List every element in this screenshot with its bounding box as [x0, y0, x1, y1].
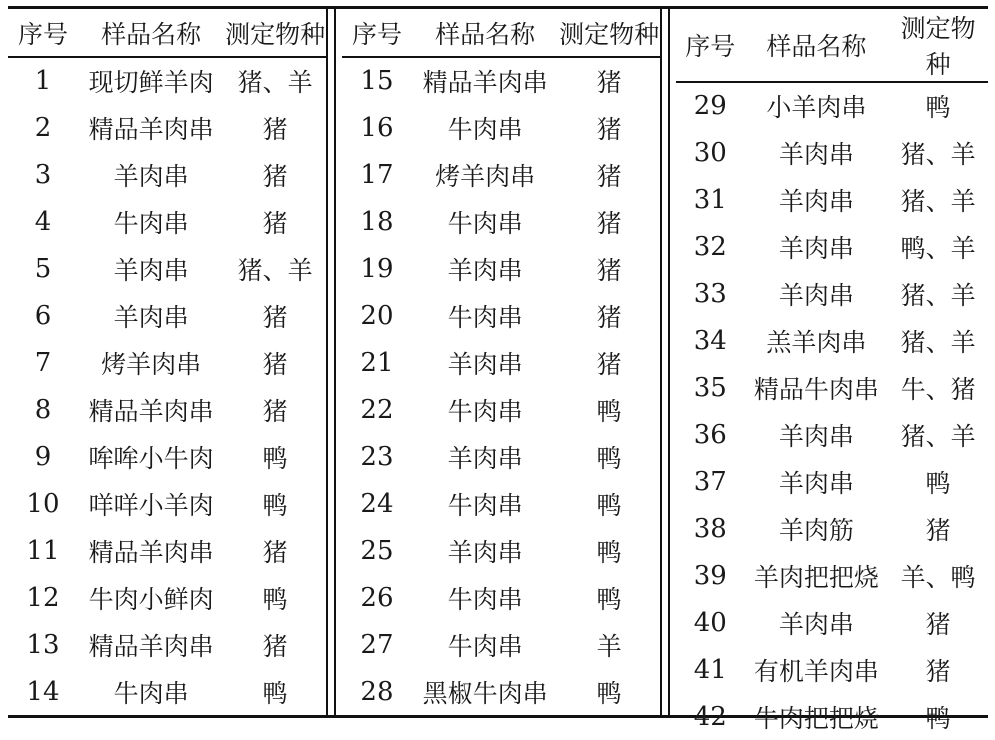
header-species: 测定物种	[224, 9, 326, 57]
row-index: 8	[34, 394, 52, 425]
table-row	[676, 693, 988, 740]
row-sample-name: 羊肉串	[778, 421, 854, 451]
table-row	[676, 646, 988, 693]
row-sample-name: 羊肉筋	[778, 515, 854, 545]
row-species: 猪	[262, 537, 288, 567]
table-row	[8, 386, 326, 433]
row-species: 猪、羊	[900, 421, 976, 451]
header-index: 序号	[676, 9, 745, 82]
row-index: 12	[26, 582, 60, 613]
row-species: 猪	[925, 609, 951, 639]
row-sample-name: 牛肉串	[447, 584, 523, 614]
table-row	[8, 527, 326, 574]
row-species: 鸭	[262, 678, 288, 708]
table-row	[8, 57, 326, 104]
header-name: 样品名称	[412, 9, 558, 57]
row-species: 猪	[262, 349, 288, 379]
row-species: 鸭	[262, 490, 288, 520]
table-row	[8, 433, 326, 480]
row-sample-name: 羊肉串	[778, 186, 854, 216]
row-species: 猪	[262, 302, 288, 332]
row-sample-name: 羊肉串	[778, 609, 854, 639]
row-species: 鸭	[596, 537, 622, 567]
row-index: 11	[26, 535, 60, 566]
row-species: 猪、羊	[237, 68, 313, 97]
table-panel-1	[8, 9, 326, 715]
row-sample-name: 精品羊肉串	[88, 396, 214, 426]
table-row	[342, 339, 660, 386]
table-body	[676, 82, 988, 740]
sample-table	[8, 6, 988, 733]
row-sample-name: 牛肉串	[447, 396, 523, 426]
table-body	[8, 57, 326, 715]
row-index: 1	[34, 66, 52, 96]
row-sample-name: 牛肉串	[113, 208, 189, 238]
row-index: 42	[693, 701, 727, 732]
table-row	[342, 574, 660, 621]
row-index: 2	[34, 112, 52, 143]
row-species: 猪	[262, 114, 288, 144]
row-sample-name: 精品羊肉串	[422, 68, 548, 97]
row-species: 鸭、羊	[900, 233, 976, 263]
table-row	[676, 82, 988, 129]
table-row	[8, 104, 326, 151]
row-species: 鸭	[596, 678, 622, 708]
row-index: 7	[34, 347, 52, 378]
row-sample-name: 精品羊肉串	[88, 114, 214, 144]
row-index: 18	[360, 206, 394, 237]
table-row	[8, 574, 326, 621]
header-index: 序号	[342, 9, 412, 57]
row-index: 23	[360, 441, 394, 472]
row-index: 32	[693, 231, 727, 262]
row-species: 猪、羊	[237, 255, 313, 285]
table-row	[8, 292, 326, 339]
row-sample-name: 牛肉串	[447, 114, 523, 144]
table-row	[342, 386, 660, 433]
header-name: 样品名称	[745, 9, 889, 82]
table-row	[676, 458, 988, 505]
table-row	[342, 433, 660, 480]
row-species: 鸭	[262, 443, 288, 473]
row-species: 猪、羊	[900, 186, 976, 216]
row-sample-name: 羊肉串	[447, 349, 523, 379]
header-row	[8, 9, 326, 57]
row-species: 猪	[262, 631, 288, 661]
table-row	[8, 668, 326, 715]
table-row	[8, 621, 326, 668]
row-species: 猪、羊	[900, 327, 976, 357]
row-species: 猪、羊	[900, 280, 976, 310]
row-sample-name: 咩咩小羊肉	[88, 490, 214, 520]
row-species: 鸭	[596, 443, 622, 473]
row-sample-name: 牛肉串	[113, 678, 189, 708]
row-index: 24	[360, 488, 394, 519]
row-species: 鸭	[596, 396, 622, 426]
row-index: 5	[34, 253, 52, 284]
row-species: 猪	[596, 114, 622, 144]
row-index: 9	[34, 441, 52, 472]
row-species: 猪	[262, 396, 288, 426]
table-row	[676, 176, 988, 223]
table-row	[342, 668, 660, 715]
panel-table	[676, 9, 988, 740]
table-row	[342, 151, 660, 198]
row-species: 猪	[596, 161, 622, 191]
row-sample-name: 羊肉串	[447, 443, 523, 473]
row-sample-name: 精品羊肉串	[88, 631, 214, 661]
double-rule-divider	[660, 9, 670, 715]
row-sample-name: 羊肉串	[447, 537, 523, 567]
row-index: 16	[360, 112, 394, 143]
row-species: 猪	[262, 161, 288, 191]
row-index: 20	[360, 300, 394, 331]
row-sample-name: 牛肉串	[447, 490, 523, 520]
row-index: 25	[360, 535, 394, 566]
table-panel-3	[676, 9, 988, 733]
row-sample-name: 羊肉串	[113, 161, 189, 191]
header-species: 测定物种	[558, 9, 660, 57]
row-index: 21	[360, 347, 394, 378]
row-index: 37	[693, 466, 727, 497]
row-sample-name: 现切鲜羊肉	[88, 68, 214, 97]
row-index: 27	[360, 629, 394, 660]
row-species: 猪	[596, 302, 622, 332]
row-index: 6	[34, 300, 52, 331]
row-species: 猪	[925, 515, 951, 545]
table-row	[676, 599, 988, 646]
row-index: 39	[693, 560, 727, 591]
row-index: 14	[26, 676, 60, 707]
row-species: 羊、鸭	[900, 562, 976, 592]
row-sample-name: 牛肉串	[447, 302, 523, 332]
table-row	[676, 223, 988, 270]
row-sample-name: 牛肉串	[447, 631, 523, 661]
header-index: 序号	[8, 9, 78, 57]
panel-table	[342, 9, 660, 715]
row-sample-name: 羊肉串	[778, 280, 854, 310]
double-rule-divider	[326, 9, 336, 715]
header-row	[676, 9, 988, 82]
row-index: 10	[26, 488, 60, 519]
row-species: 鸭	[596, 584, 622, 614]
row-index: 29	[693, 91, 727, 121]
row-sample-name: 羊肉串	[113, 302, 189, 332]
table-row	[342, 527, 660, 574]
row-sample-name: 羊肉串	[778, 139, 854, 169]
table-row	[8, 198, 326, 245]
row-index: 4	[34, 206, 52, 237]
row-species: 鸭	[262, 584, 288, 614]
table-row	[342, 198, 660, 245]
row-index: 31	[693, 184, 727, 215]
row-species: 猪、羊	[900, 139, 976, 169]
row-index: 40	[693, 607, 727, 638]
row-species: 鸭	[925, 703, 951, 733]
table-row	[676, 505, 988, 552]
row-index: 15	[360, 66, 394, 96]
row-sample-name: 羊肉串	[447, 255, 523, 285]
row-species: 猪	[262, 208, 288, 238]
table-row	[342, 57, 660, 104]
table-row	[8, 245, 326, 292]
row-species: 羊	[596, 631, 622, 661]
row-species: 猪	[596, 208, 622, 238]
table-row	[676, 129, 988, 176]
table-row	[342, 621, 660, 668]
table-row	[676, 552, 988, 599]
table-row	[8, 151, 326, 198]
row-species: 猪	[596, 349, 622, 379]
row-index: 36	[693, 419, 727, 450]
row-sample-name: 精品牛肉串	[753, 374, 879, 404]
row-sample-name: 哞哞小牛肉	[88, 443, 214, 473]
row-index: 38	[693, 513, 727, 544]
row-sample-name: 羊肉串	[113, 255, 189, 285]
row-index: 13	[26, 629, 60, 660]
row-sample-name: 烤羊肉串	[101, 349, 202, 379]
row-index: 35	[693, 372, 727, 403]
row-index: 22	[360, 394, 394, 425]
row-sample-name: 牛肉串	[447, 208, 523, 238]
row-species: 牛、猪	[900, 374, 976, 404]
row-index: 33	[693, 278, 727, 309]
header-species: 测定物种	[888, 9, 988, 82]
row-species: 鸭	[596, 490, 622, 520]
table-body	[342, 57, 660, 715]
table-row	[676, 411, 988, 458]
row-sample-name: 小羊肉串	[766, 93, 867, 122]
table-row	[342, 104, 660, 151]
row-sample-name: 羊肉串	[778, 233, 854, 263]
row-species: 猪	[596, 68, 622, 97]
row-species: 鸭	[925, 468, 951, 498]
row-sample-name: 黑椒牛肉串	[422, 678, 548, 708]
table-row	[676, 270, 988, 317]
row-sample-name: 烤羊肉串	[435, 161, 536, 191]
table-row	[342, 480, 660, 527]
row-index: 30	[693, 137, 727, 168]
row-index: 28	[360, 676, 394, 707]
row-index: 19	[360, 253, 394, 284]
table-row	[676, 364, 988, 411]
row-sample-name: 羔羊肉串	[766, 327, 867, 357]
row-species: 猪	[596, 255, 622, 285]
row-index: 41	[693, 654, 727, 685]
row-index: 3	[34, 159, 52, 190]
row-species: 鸭	[925, 93, 951, 122]
row-sample-name: 羊肉串	[778, 468, 854, 498]
panel-table	[8, 9, 326, 715]
row-species: 猪	[925, 656, 951, 686]
row-sample-name: 精品羊肉串	[88, 537, 214, 567]
table-row	[676, 317, 988, 364]
row-sample-name: 牛肉把把烧	[753, 703, 879, 733]
table-panel-2	[342, 9, 660, 715]
table-row	[342, 292, 660, 339]
row-index: 26	[360, 582, 394, 613]
row-sample-name: 羊肉把把烧	[753, 562, 879, 592]
header-row	[342, 9, 660, 57]
table-row	[8, 480, 326, 527]
table-row	[342, 245, 660, 292]
row-sample-name: 牛肉小鲜肉	[88, 584, 214, 614]
row-index: 17	[360, 159, 394, 190]
row-sample-name: 有机羊肉串	[753, 656, 879, 686]
row-index: 34	[693, 325, 727, 356]
header-name: 样品名称	[78, 9, 224, 57]
table-row	[8, 339, 326, 386]
